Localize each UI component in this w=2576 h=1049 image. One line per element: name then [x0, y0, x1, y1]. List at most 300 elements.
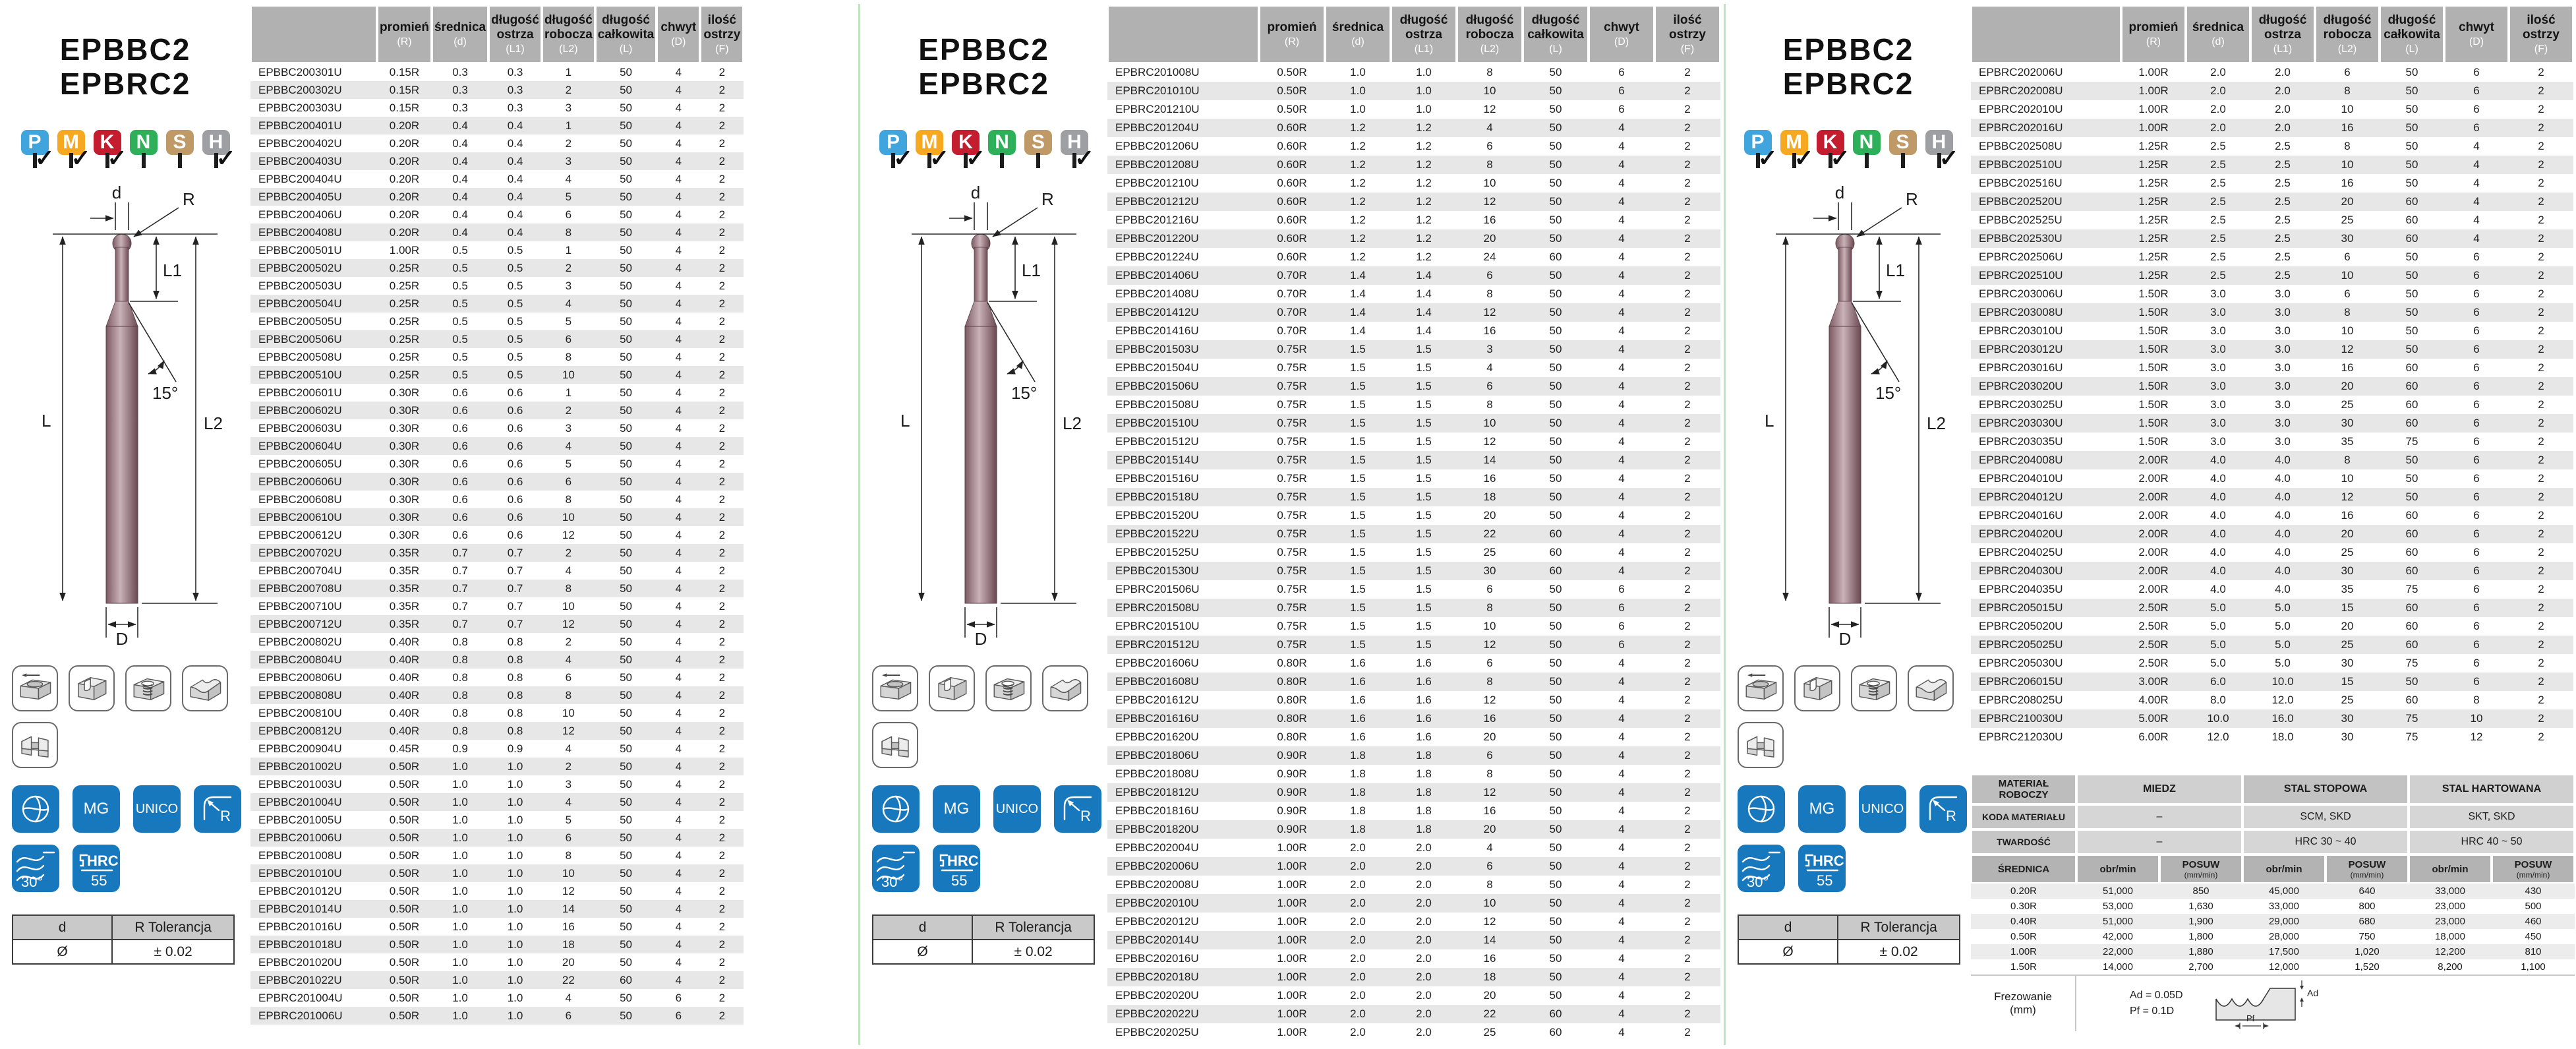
svg-text:55: 55: [91, 872, 107, 889]
header-radius: promień (R): [1259, 5, 1325, 63]
ball-nose-icon: [872, 785, 920, 833]
material-chip-p: P: [879, 130, 907, 155]
spec-badges-row: [12, 845, 250, 892]
svg-text:L: L: [900, 411, 910, 431]
spec-badges-row: [872, 845, 1107, 892]
svg-text:L2: L2: [1062, 413, 1082, 434]
tool-dimension-drawing: [875, 184, 1093, 645]
work-material-label: MATERIAŁ ROBOCZY: [1971, 774, 2076, 804]
tolerance-col-r: R Tolerancja: [112, 915, 234, 940]
material-chip-h: H: [1061, 130, 1088, 155]
product-row: EPBBC200605U 0.30R 0.6 0.6 5 50 4 2: [258, 457, 726, 470]
hardness-row: TWARDOŚĆ – HRC 30 ~ 40 HRC 40 ~ 50: [1971, 829, 2575, 854]
product-row: EPBBC200401U 0.20R 0.4 0.4 1 50 4 2: [250, 117, 744, 135]
product-row: EPBRC204016U 2.00R 4.0 4.0 16 60 6 2: [1979, 509, 2544, 522]
material-chip-n: N: [988, 130, 1016, 155]
contour-3d-icon: [182, 665, 228, 711]
material-code-row: KODA MATERIAŁU – SCM, SKD SKT, SKD: [1971, 804, 2575, 829]
product-row: EPBBC201520U 0.75R 1.5 1.5 20 50 4 2: [1115, 509, 1691, 522]
feature-badges-row: [12, 785, 250, 833]
product-row: EPBBC201620U 0.80R 1.6 1.6 20 50 4 2: [1115, 731, 1691, 743]
header-shank: chwyt (D): [1589, 5, 1654, 63]
product-row: EPBRC202008U 1.00R 2.0 2.0 8 50 6 2: [1971, 82, 2573, 100]
product-row: EPBBC202510U 1.25R 2.5 2.5 10 50 4 2: [1971, 156, 2573, 174]
material-group-row: [1726, 130, 1971, 167]
material-n: [130, 130, 158, 167]
header-diameter: średnica (d): [1325, 5, 1391, 63]
product-row: EPBBC201530U 0.75R 1.5 1.5 30 60 4 2: [1107, 562, 1720, 580]
table-header-row: [1107, 5, 1720, 63]
product-row: EPBBC200604U 0.30R 0.6 0.6 4 50 4 2: [250, 437, 744, 455]
product-row: EPBRC201510U 0.75R 1.5 1.5 10 50 6 2: [1115, 620, 1691, 632]
svg-text:15°: 15°: [1010, 383, 1037, 404]
material-code-label: KODA MATERIAŁU: [1971, 804, 2076, 829]
product-table-2: [1107, 5, 1720, 1042]
svg-text:L: L: [1765, 411, 1774, 431]
product-row: EPBBC201004U 0.50R 1.0 1.0 4 50 4 2: [250, 793, 744, 811]
product-row: EPBRC203030U 1.50R 3.0 3.0 30 60 6 2: [1971, 414, 2573, 433]
product-row: EPBRC203035U 1.50R 3.0 3.0 35 75 6 2: [1979, 435, 2544, 448]
product-row: EPBRC201512U 0.75R 1.5 1.5 12 50 6 2: [1107, 636, 1720, 654]
cutting-data-row: 0.20R 51,000 850 45,000 640 33,000 430: [1971, 884, 2575, 899]
hardness-hrc-badge: [933, 845, 980, 892]
svg-text:55: 55: [951, 872, 968, 889]
contour-3d-icon: [1042, 665, 1088, 711]
product-row: EPBBC201812U 0.90R 1.8 1.8 12 50 4 2: [1107, 783, 1720, 802]
material-checkbox-m: [69, 153, 73, 168]
product-row: EPBBC201002U 0.50R 1.0 1.0 2 50 4 2: [250, 758, 744, 775]
svg-text:d: d: [970, 184, 980, 203]
helix-angle-badge: [12, 845, 59, 892]
slot-milling-icon: [929, 665, 975, 711]
cutting-data-row: 0.30R 53,000 1,630 33,000 800 23,000 500: [2010, 901, 2542, 912]
svg-text:d: d: [1834, 184, 1845, 203]
material-chip-s: S: [1889, 130, 1917, 155]
open-slot-icon: [1738, 722, 1784, 768]
svg-text:HRC: HRC: [1813, 853, 1844, 870]
svg-text:HRC: HRC: [947, 853, 979, 870]
product-row: EPBBC201014U 0.50R 1.0 1.0 14 50 4 2: [250, 900, 744, 918]
material-m: [1780, 130, 1808, 167]
product-row: EPBBC200904U 0.45R 0.9 0.9 4 50 4 2: [258, 742, 726, 755]
product-row: EPBRC205015U 2.50R 5.0 5.0 15 60 6 2: [1971, 599, 2573, 617]
helical-plunge-icon: [125, 665, 171, 711]
hardness-hrc-badge: [73, 845, 120, 892]
header-radius: promień (R): [2121, 5, 2186, 63]
product-row: EPBBC202004U 1.00R 2.0 2.0 4 50 4 2: [1115, 841, 1691, 854]
product-row: EPBBC201005U 0.50R 1.0 1.0 5 50 4 2: [258, 813, 726, 826]
product-row: EPBBC201503U 0.75R 1.5 1.5 3 50 4 2: [1107, 340, 1720, 359]
product-row: EPBRC203010U 1.50R 3.0 3.0 10 50 6 2: [1979, 324, 2544, 337]
product-row: EPBBC202525U 1.25R 2.5 2.5 25 60 4 2: [1979, 214, 2544, 226]
product-row: EPBBC202516U 1.25R 2.5 2.5 16 50 4 2: [1979, 177, 2544, 189]
material-h: [202, 130, 230, 167]
product-row: EPBRC203016U 1.50R 3.0 3.0 16 60 6 2: [1979, 361, 2544, 374]
product-row: EPBBC200302U 0.15R 0.3 0.3 2 50 4 2: [250, 81, 744, 99]
unico-badge: UNICO: [993, 785, 1041, 833]
product-row: EPBBC202016U 1.00R 2.0 2.0 16 50 4 2: [1115, 952, 1691, 965]
material-checkbox-k: [964, 153, 968, 168]
open-slot-icon: [872, 722, 918, 768]
material-chip-m: M: [1780, 130, 1808, 155]
helical-plunge-icon: [1851, 665, 1897, 711]
tolerance-col-r: R Tolerancja: [972, 915, 1094, 940]
machining-operations-row: [1738, 665, 1962, 768]
svg-text:30°: 30°: [1747, 874, 1769, 891]
cutting-data-row: 0.40R 51,000 1,900 29,000 680 23,000 460: [1971, 914, 2575, 929]
product-row: EPBRC204010U 2.00R 4.0 4.0 10 50 6 2: [1979, 472, 2544, 485]
product-row: EPBBC201210U 0.60R 1.2 1.2 10 50 4 2: [1115, 177, 1691, 189]
material-group-row: [860, 130, 1107, 167]
product-row: EPBBC200812U 0.40R 0.8 0.8 12 50 4 2: [250, 722, 744, 740]
helical-plunge-icon: [985, 665, 1032, 711]
product-row: EPBBC200612U 0.30R 0.6 0.6 12 50 4 2: [258, 528, 726, 541]
product-row: EPBBC200406U 0.20R 0.4 0.4 6 50 4 2: [258, 208, 726, 221]
panel-left-column: [860, 0, 1107, 1049]
svg-text:30°: 30°: [21, 874, 44, 891]
product-row: EPBRC204020U 2.00R 4.0 4.0 20 60 6 2: [1971, 525, 2573, 543]
diameter-label: ŚREDNICA: [1971, 854, 2076, 884]
product-row: EPBBC202006U 1.00R 2.0 2.0 6 50 4 2: [1107, 857, 1720, 876]
page-title: EPBBC2 EPBRC2: [59, 32, 191, 101]
product-row: EPBRC203012U 1.50R 3.0 3.0 12 50 6 2: [1971, 340, 2573, 359]
svg-text:R: R: [1946, 808, 1956, 825]
cutting-header-row: [1971, 774, 2575, 804]
material-p: [879, 130, 907, 167]
svg-text:L1: L1: [1021, 260, 1041, 281]
ball-nose-icon: [12, 785, 59, 833]
product-row: EPBBC201016U 0.50R 1.0 1.0 16 50 4 2: [258, 920, 726, 933]
product-row: EPBBC201012U 0.50R 1.0 1.0 12 50 4 2: [258, 884, 726, 897]
section-3: [1726, 0, 2576, 1049]
product-row: EPBRC212030U 6.00R 12.0 18.0 30 75 12 2: [1979, 731, 2544, 743]
product-row: EPBBC200506U 0.25R 0.5 0.5 6 50 4 2: [250, 330, 744, 348]
machining-operations-row: [872, 665, 1096, 768]
product-row: EPBBC201212U 0.60R 1.2 1.2 12 50 4 2: [1107, 193, 1720, 211]
cutting-parameters-table: [1971, 774, 2575, 1031]
header-name: [1971, 5, 2121, 63]
tool-dimension-drawing: [16, 184, 234, 645]
product-row: EPBBC201808U 0.90R 1.8 1.8 8 50 4 2: [1115, 767, 1691, 780]
product-row: EPBBC200603U 0.30R 0.6 0.6 3 50 4 2: [258, 421, 726, 435]
product-row: EPBBC202020U 1.00R 2.0 2.0 20 50 4 2: [1115, 989, 1691, 1002]
product-row: EPBRC205025U 2.50R 5.0 5.0 25 60 6 2: [1971, 636, 2573, 654]
product-row: EPBRC201506U 0.75R 1.5 1.5 6 50 6 2: [1115, 583, 1691, 595]
cutting-data-row: 1.50R 14,000 2,700 12,000 1,520 8,200 1,100: [2010, 961, 2546, 973]
product-row: EPBRC201508U 0.75R 1.5 1.5 8 50 6 2: [1107, 599, 1720, 617]
material-k: [1817, 130, 1844, 167]
product-row: EPBBC201512U 0.75R 1.5 1.5 12 50 4 2: [1115, 435, 1691, 448]
material-chip-n: N: [1853, 130, 1881, 155]
column-stal-hartowana: STAL HARTOWANA: [2409, 774, 2575, 804]
product-row: EPBBC201612U 0.80R 1.6 1.6 12 50 4 2: [1115, 694, 1691, 706]
product-row: EPBBC200301U 0.15R 0.3 0.3 1 50 4 2: [258, 65, 726, 78]
header-overall-length: długość całkowita (L): [2380, 5, 2444, 63]
material-chip-k: K: [1817, 130, 1844, 155]
product-row: EPBBC200704U 0.35R 0.7 0.7 4 50 4 2: [258, 564, 726, 577]
product-row: EPBBC201220U 0.60R 1.2 1.2 20 50 4 2: [1107, 229, 1720, 248]
svg-text:HRC: HRC: [87, 853, 119, 870]
svg-text:Pf: Pf: [2246, 1013, 2254, 1023]
corner-radius-icon: [1054, 785, 1101, 833]
product-row: EPBBC200403U 0.20R 0.4 0.4 3 50 4 2: [250, 152, 744, 170]
product-row: EPBBC200505U 0.25R 0.5 0.5 5 50 4 2: [258, 315, 726, 328]
svg-text:L: L: [42, 411, 51, 431]
product-row: EPBBC200408U 0.20R 0.4 0.4 8 50 4 2: [250, 224, 744, 241]
product-row: EPBRC202510U 1.25R 2.5 2.5 10 50 6 2: [1971, 266, 2573, 285]
product-row: EPBBC200810U 0.40R 0.8 0.8 10 50 4 2: [258, 706, 726, 719]
product-row: EPBBC200504U 0.25R 0.5 0.5 4 50 4 2: [250, 295, 744, 313]
tolerance-val-r: ± 0.02: [972, 940, 1094, 964]
product-row: EPBBC201216U 0.60R 1.2 1.2 16 50 4 2: [1115, 214, 1691, 226]
header-diameter: średnica (d): [2186, 5, 2250, 63]
header-overall-length: długość całkowita (L): [595, 5, 657, 63]
material-h: [1061, 130, 1088, 167]
hardness-hrc-badge: [1798, 845, 1846, 892]
product-row: EPBBC201606U 0.80R 1.6 1.6 6 50 4 2: [1115, 657, 1691, 669]
tolerance-val-d: Ø: [13, 940, 112, 964]
material-m: [916, 130, 943, 167]
product-row: EPBBC200710U 0.35R 0.7 0.7 10 50 4 2: [258, 599, 726, 613]
product-table-3: [1971, 5, 2573, 746]
product-row: EPBBC201525U 0.75R 1.5 1.5 25 60 4 2: [1115, 546, 1691, 558]
material-checkbox-n: [1000, 153, 1004, 168]
product-row: EPBBC201508U 0.75R 1.5 1.5 8 50 4 2: [1115, 398, 1691, 411]
section-2: [860, 0, 1726, 1049]
header-flutes: ilość ostrzy (F): [1654, 5, 1720, 63]
section-1: [0, 0, 860, 1049]
header-flute-length: długość ostrza (L1): [2250, 5, 2315, 63]
product-row: EPBBC202014U 1.00R 2.0 2.0 14 50 4 2: [1107, 931, 1720, 949]
product-row: EPBRC201004U 0.50R 1.0 1.0 4 50 6 2: [258, 991, 726, 1004]
product-row: EPBBC201816U 0.90R 1.8 1.8 16 50 4 2: [1115, 804, 1691, 817]
svg-text:R: R: [1080, 808, 1091, 825]
material-checkbox-n: [142, 153, 146, 168]
product-row: EPBBC200802U 0.40R 0.8 0.8 2 50 4 2: [258, 635, 726, 648]
product-row: EPBRC204035U 2.00R 4.0 4.0 35 75 6 2: [1979, 583, 2544, 595]
product-row: EPBRC202010U 1.00R 2.0 2.0 10 50 6 2: [1979, 103, 2544, 115]
product-row: EPBRC204025U 2.00R 4.0 4.0 25 60 6 2: [1979, 546, 2544, 558]
product-row: EPBBC201504U 0.75R 1.5 1.5 4 50 4 2: [1115, 361, 1691, 374]
svg-text:D: D: [974, 629, 987, 646]
product-row: EPBBC201516U 0.75R 1.5 1.5 16 50 4 2: [1115, 472, 1691, 485]
mg-badge: MG: [933, 785, 980, 833]
material-checkbox-n: [1865, 153, 1869, 168]
svg-text:R: R: [183, 189, 195, 210]
tolerance-val-r: ± 0.02: [1838, 940, 1960, 964]
product-row: EPBBC202008U 1.00R 2.0 2.0 8 50 4 2: [1115, 878, 1691, 891]
tolerance-col-d: d: [873, 915, 972, 940]
product-row: EPBBC201510U 0.75R 1.5 1.5 10 50 4 2: [1107, 414, 1720, 433]
spec-badges-row: [1738, 845, 1971, 892]
machining-operations-row: [12, 665, 236, 768]
unico-badge: UNICO: [1859, 785, 1906, 833]
material-chip-k: K: [94, 130, 121, 155]
product-row: EPBBC201416U 0.70R 1.4 1.4 16 50 4 2: [1115, 324, 1691, 337]
product-row: EPBBC201608U 0.80R 1.6 1.6 8 50 4 2: [1107, 673, 1720, 691]
scallop-diagram: [2210, 976, 2361, 1031]
product-row: EPBBC201010U 0.50R 1.0 1.0 10 50 4 2: [250, 864, 744, 882]
material-p: [1744, 130, 1772, 167]
product-row: EPBRC202016U 1.00R 2.0 2.0 16 50 6 2: [1971, 119, 2573, 137]
svg-text:15°: 15°: [1875, 383, 1902, 404]
svg-text:Ad: Ad: [2306, 988, 2318, 998]
material-k: [94, 130, 121, 167]
feature-badges-row: [1738, 785, 1971, 833]
product-table-1: [250, 5, 744, 1025]
material-s: [1024, 130, 1052, 167]
svg-text:d: d: [111, 184, 122, 203]
milling-stepover-row: [1971, 974, 2575, 1031]
product-row: EPBBC202010U 1.00R 2.0 2.0 10 50 4 2: [1107, 894, 1720, 913]
material-chip-m: M: [57, 130, 85, 155]
material-checkbox-m: [927, 153, 931, 168]
product-row: EPBBC200405U 0.20R 0.4 0.4 5 50 4 2: [250, 188, 744, 206]
material-chip-m: M: [916, 130, 943, 155]
product-row: EPBRC206015U 3.00R 6.0 10.0 15 50 6 2: [1971, 673, 2573, 691]
product-row: EPBBC201022U 0.50R 1.0 1.0 22 60 4 2: [250, 971, 744, 989]
product-row: EPBBC200708U 0.35R 0.7 0.7 8 50 4 2: [250, 580, 744, 597]
product-row: EPBBC200806U 0.40R 0.8 0.8 6 50 4 2: [258, 671, 726, 684]
svg-text:55: 55: [1817, 872, 1833, 889]
product-row: EPBBC201514U 0.75R 1.5 1.5 14 50 4 2: [1107, 451, 1720, 469]
material-h: [1925, 130, 1953, 167]
material-checkbox-p: [33, 153, 37, 168]
helix-angle-badge: [872, 845, 920, 892]
material-checkbox-s: [1036, 153, 1040, 168]
header-flutes: ilość ostrzy (F): [2509, 5, 2573, 63]
corner-radius-icon: [194, 785, 241, 833]
product-row: EPBBC201412U 0.70R 1.4 1.4 12 50 4 2: [1107, 303, 1720, 322]
product-row: EPBBC202022U 1.00R 2.0 2.0 22 60 4 2: [1107, 1005, 1720, 1023]
product-row: EPBBC201406U 0.70R 1.4 1.4 6 50 4 2: [1107, 266, 1720, 285]
header-name: [1107, 5, 1259, 63]
table-header-row: [250, 5, 744, 63]
product-row: EPBRC208025U 4.00R 8.0 12.0 25 60 8 2: [1979, 694, 2544, 706]
material-checkbox-h: [1937, 153, 1941, 168]
product-row: EPBBC200510U 0.25R 0.5 0.5 10 50 4 2: [250, 366, 744, 384]
cutting-data-row: 1.00R 22,000 1,880 17,500 1,020 12,200 810: [1971, 944, 2575, 959]
product-row: EPBBC201408U 0.70R 1.4 1.4 8 50 4 2: [1115, 287, 1691, 300]
header-radius: promień (R): [377, 5, 432, 63]
hardness-label: TWARDOŚĆ: [1971, 829, 2076, 854]
header-working-length: długość robocza (L2): [542, 5, 595, 63]
header-shank: chwyt (D): [2444, 5, 2509, 63]
material-s: [1889, 130, 1917, 167]
table-header-row: [1971, 5, 2573, 63]
product-row: EPBBC201018U 0.50R 1.0 1.0 18 50 4 2: [250, 936, 744, 953]
product-row: EPBBC200610U 0.30R 0.6 0.6 10 50 4 2: [250, 508, 744, 526]
material-chip-p: P: [21, 130, 49, 155]
product-row: EPBBC200503U 0.25R 0.5 0.5 3 50 4 2: [258, 279, 726, 292]
corner-radius-icon: [1919, 785, 1967, 833]
panel-left-column: [1726, 0, 1971, 1049]
header-overall-length: długość całkowita (L): [1523, 5, 1589, 63]
unico-badge: UNICO: [133, 785, 181, 833]
slot-milling-icon: [1794, 665, 1840, 711]
product-row: EPBRC201006U 0.50R 1.0 1.0 6 50 6 2: [250, 1007, 744, 1025]
tolerance-val-r: ± 0.02: [112, 940, 234, 964]
tolerance-table: [872, 914, 1095, 965]
svg-text:L2: L2: [1927, 413, 1946, 434]
product-row: EPBBC201806U 0.90R 1.8 1.8 6 50 4 2: [1107, 746, 1720, 765]
product-row: EPBBC201206U 0.60R 1.2 1.2 6 50 4 2: [1115, 140, 1691, 152]
product-row: EPBBC200712U 0.35R 0.7 0.7 12 50 4 2: [250, 615, 744, 633]
product-row: EPBBC202025U 1.00R 2.0 2.0 25 60 4 2: [1115, 1026, 1691, 1038]
product-row: EPBBC201003U 0.50R 1.0 1.0 3 50 4 2: [258, 777, 726, 791]
product-row: EPBBC200606U 0.30R 0.6 0.6 6 50 4 2: [250, 473, 744, 491]
product-row: EPBRC204008U 2.00R 4.0 4.0 8 50 6 2: [1971, 451, 2573, 469]
product-row: EPBBC200303U 0.15R 0.3 0.3 3 50 4 2: [258, 101, 726, 114]
milling-formulas: Ad = 0.05D Pf = 0.1D: [2130, 990, 2183, 1017]
product-row: EPBBC201006U 0.50R 1.0 1.0 6 50 4 2: [250, 829, 744, 847]
tolerance-table: [1738, 914, 1960, 965]
product-row: EPBBC200508U 0.25R 0.5 0.5 8 50 4 2: [258, 350, 726, 363]
product-row: EPBBC200608U 0.30R 0.6 0.6 8 50 4 2: [258, 493, 726, 506]
material-m: [57, 130, 85, 167]
product-row: EPBRC201210U 0.50R 1.0 1.0 12 50 6 2: [1115, 103, 1691, 115]
material-checkbox-p: [891, 153, 895, 168]
header-diameter: średnica (d): [432, 5, 488, 63]
product-row: EPBBC201616U 0.80R 1.6 1.6 16 50 4 2: [1107, 709, 1720, 728]
product-row: EPBBC200501U 1.00R 0.5 0.5 1 50 4 2: [258, 243, 726, 256]
open-slot-icon: [12, 722, 58, 768]
tolerance-col-d: d: [1738, 915, 1838, 940]
product-row: EPBBC201506U 0.75R 1.5 1.5 6 50 4 2: [1107, 377, 1720, 396]
material-group-row: [0, 130, 250, 167]
column-stal-stopowa: STAL STOPOWA: [2242, 774, 2409, 804]
product-row: EPBBC202018U 1.00R 2.0 2.0 18 50 4 2: [1107, 968, 1720, 986]
tolerance-col-r: R Tolerancja: [1838, 915, 1960, 940]
material-checkbox-k: [1829, 153, 1832, 168]
product-row: EPBBC200702U 0.35R 0.7 0.7 2 50 4 2: [250, 544, 744, 562]
product-row: EPBRC204012U 2.00R 4.0 4.0 12 50 6 2: [1971, 488, 2573, 506]
tolerance-val-d: Ø: [1738, 940, 1838, 964]
material-chip-h: H: [202, 130, 230, 155]
helix-angle-badge: [1738, 845, 1785, 892]
product-row: EPBRC203006U 1.50R 3.0 3.0 6 50 6 2: [1979, 287, 2544, 300]
product-row: EPBRC205030U 2.50R 5.0 5.0 30 75 6 2: [1979, 657, 2544, 669]
product-row: EPBBC201522U 0.75R 1.5 1.5 22 60 4 2: [1107, 525, 1720, 543]
mg-badge: MG: [73, 785, 120, 833]
product-row: EPBBC200808U 0.40R 0.8 0.8 8 50 4 2: [250, 686, 744, 704]
material-chip-p: P: [1744, 130, 1772, 155]
product-row: EPBBC202508U 1.25R 2.5 2.5 8 50 4 2: [1979, 140, 2544, 152]
face-milling-icon: [1738, 665, 1784, 711]
tool-dimension-drawing: [1740, 184, 1957, 645]
contour-3d-icon: [1908, 665, 1954, 711]
material-chip-s: S: [1024, 130, 1052, 155]
svg-text:D: D: [115, 629, 129, 646]
product-row: EPBBC201208U 0.60R 1.2 1.2 8 50 4 2: [1107, 156, 1720, 174]
header-shank: chwyt (D): [657, 5, 700, 63]
tolerance-table: [12, 914, 235, 965]
material-checkbox-h: [214, 153, 218, 168]
svg-text:R: R: [1906, 189, 1918, 210]
material-chip-s: S: [166, 130, 194, 155]
material-checkbox-k: [105, 153, 109, 168]
column-miedz: MIEDZ: [2076, 774, 2242, 804]
feature-badges-row: [872, 785, 1107, 833]
product-row: EPBBC200402U 0.20R 0.4 0.4 2 50 4 2: [258, 136, 726, 150]
product-row: EPBBC202012U 1.00R 2.0 2.0 12 50 4 2: [1115, 915, 1691, 928]
product-row: EPBBC201820U 0.90R 1.8 1.8 20 50 4 2: [1107, 820, 1720, 839]
material-chip-n: N: [130, 130, 158, 155]
header-flute-length: długość ostrza (L1): [488, 5, 542, 63]
material-n: [1853, 130, 1881, 167]
material-checkbox-s: [1901, 153, 1905, 168]
material-checkbox-m: [1792, 153, 1796, 168]
